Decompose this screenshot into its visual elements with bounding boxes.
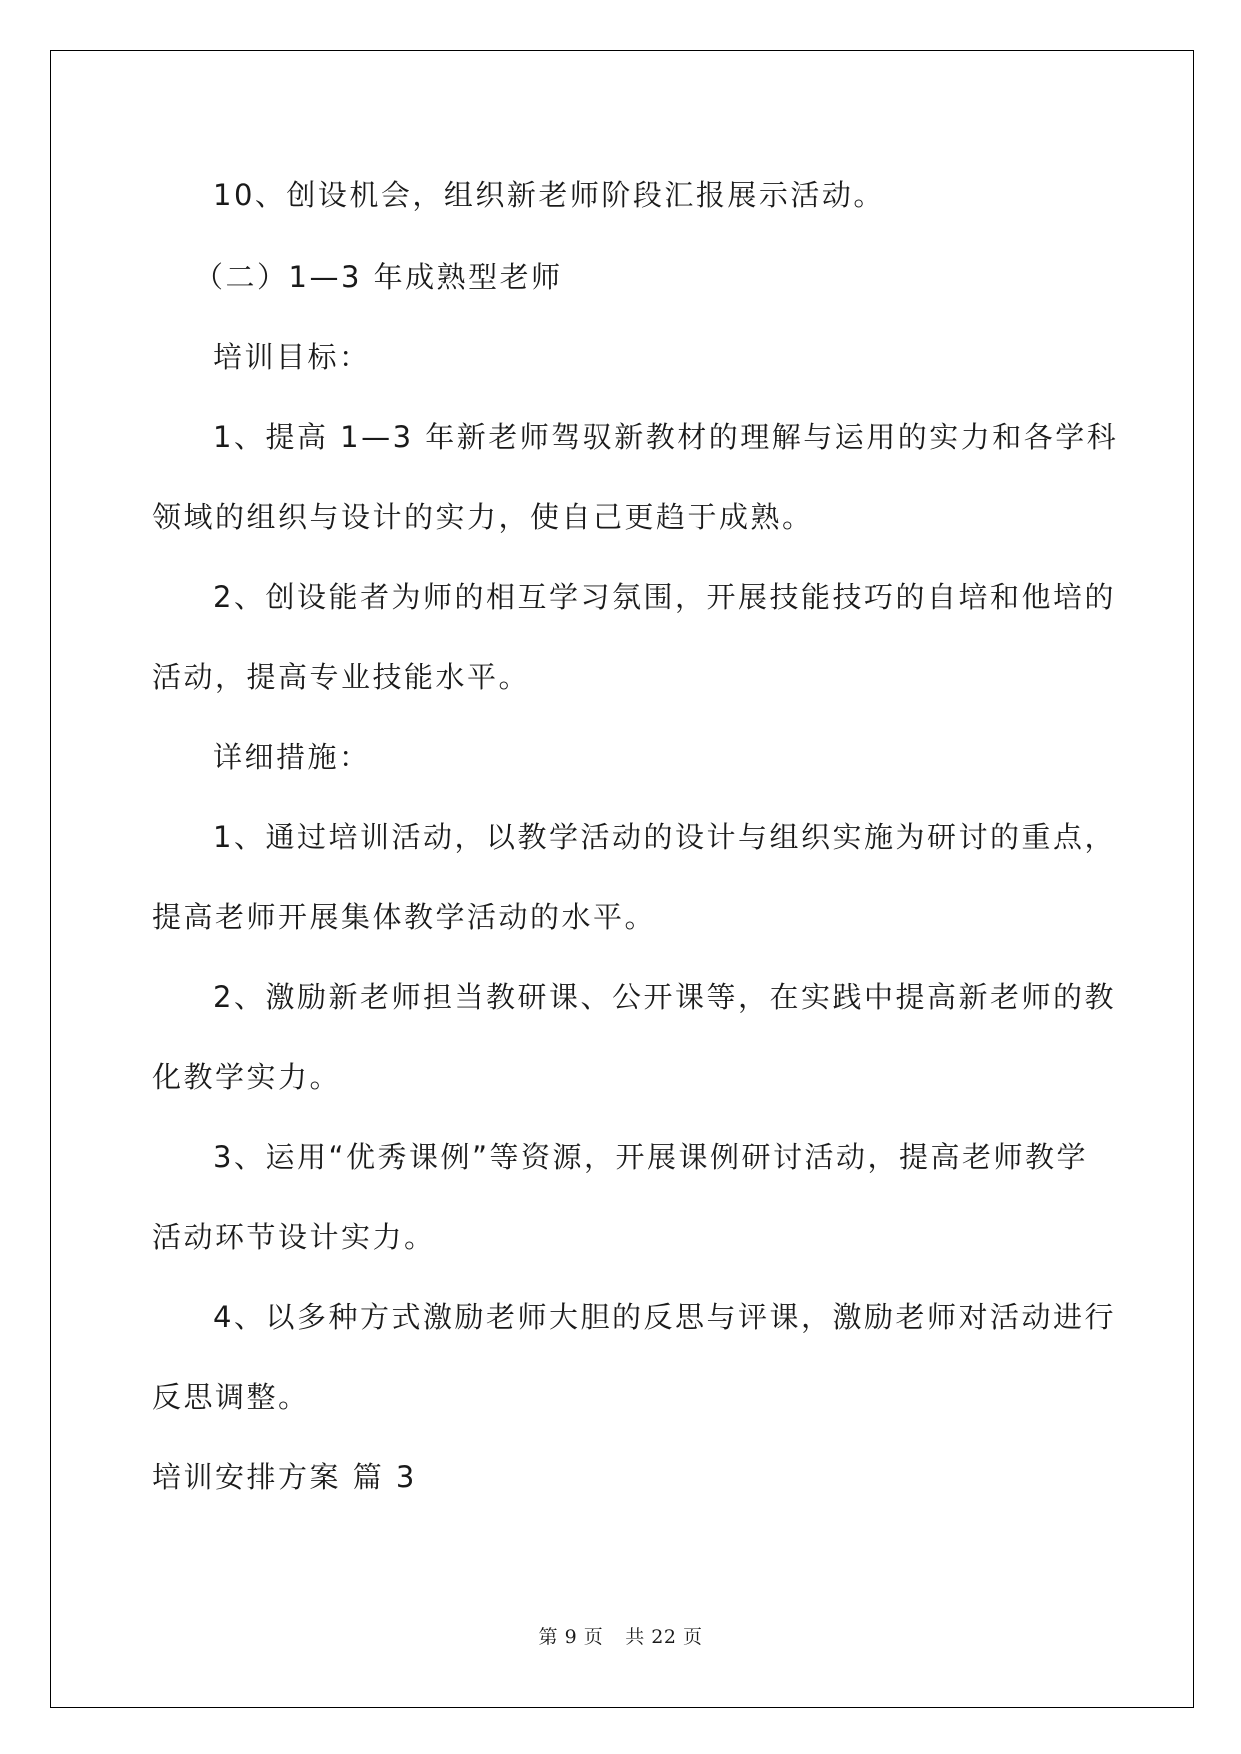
paragraph-line: 2、激励新老师担当教研课、公开课等，在实践中提高新老师的教 [213, 980, 1116, 1014]
subheading-measures: 详细措施： [213, 740, 371, 774]
paragraph-line: 化教学实力。 [152, 1060, 342, 1094]
page-footer [0, 1624, 1241, 1650]
paragraph-line: 2、创设能者为师的相互学习氛围，开展技能技巧的自培和他培的 [213, 580, 1116, 614]
page-number: 第 9 页 [538, 1626, 604, 1648]
paragraph-line: 1、通过培训活动，以教学活动的设计与组织实施为研讨的重点， [213, 820, 1116, 854]
page-total: 共 22 页 [625, 1626, 703, 1648]
paragraph-line: 10、创设机会，组织新老师阶段汇报展示活动。 [213, 178, 885, 212]
paragraph-line: 1、提高 1—3 年新老师驾驭新教材的理解与运用的实力和各学科 [213, 420, 1119, 454]
section-heading: （二）1—3 年成熟型老师 [194, 260, 563, 294]
subheading-training-goals: 培训目标： [213, 340, 371, 374]
paragraph-line: 3、运用“优秀课例”等资源，开展课例研讨活动，提高老师教学 [213, 1140, 1088, 1174]
paragraph-line: 活动环节设计实力。 [152, 1220, 436, 1254]
paragraph-line: 4、以多种方式激励老师大胆的反思与评课，激励老师对活动进行 [213, 1300, 1116, 1334]
paragraph-line: 领域的组织与设计的实力，使自己更趋于成熟。 [152, 500, 814, 534]
paragraph-line: 反思调整。 [152, 1380, 310, 1414]
section-title: 培训安排方案 篇 3 [152, 1460, 417, 1494]
paragraph-line: 活动，提高专业技能水平。 [152, 660, 531, 694]
paragraph-line: 提高老师开展集体教学活动的水平。 [152, 900, 657, 934]
